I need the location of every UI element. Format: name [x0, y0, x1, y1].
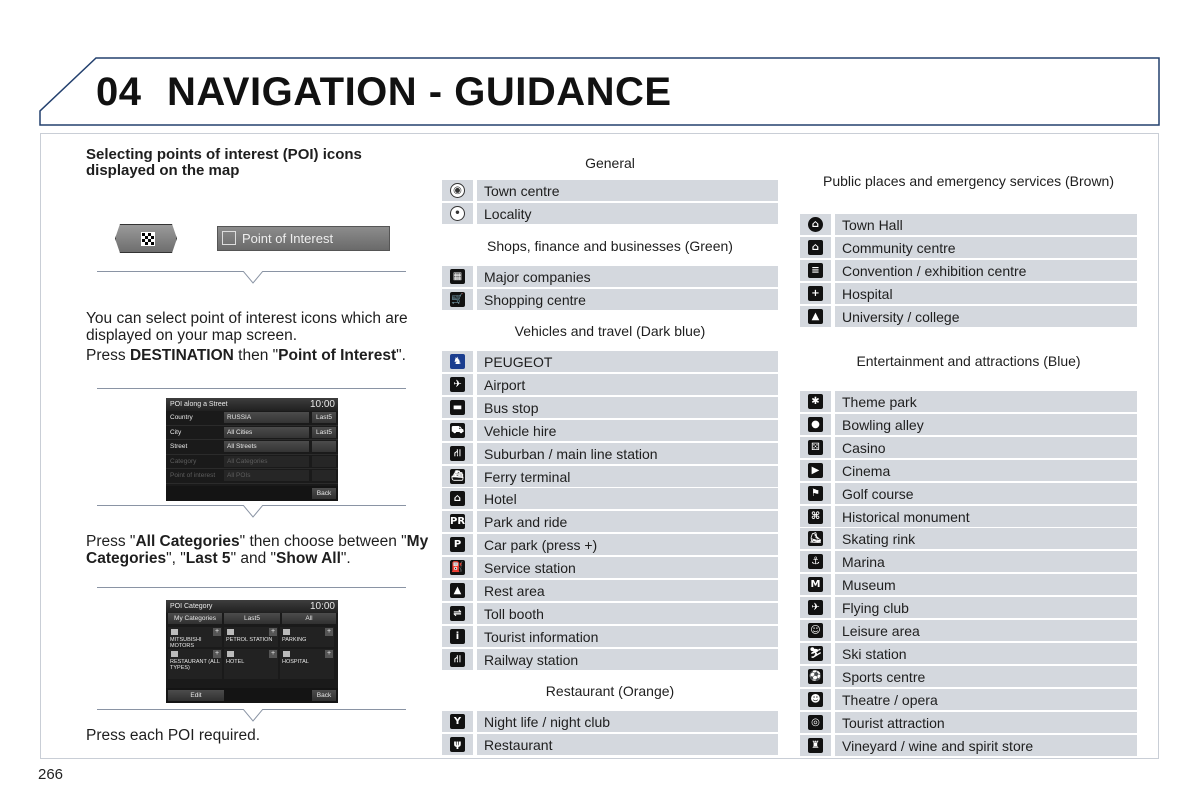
- poi-icon-cell: [442, 397, 473, 418]
- category-caption: Public places and emergency services (Brown): [822, 173, 1114, 189]
- poi-label: Leisure area: [835, 620, 1137, 641]
- vehicle-hire-icon: ⛟: [451, 424, 464, 436]
- poi-icon-cell: [442, 351, 473, 372]
- categories-paragraph: Press "All Categories" then choose between "My Categories", "Last 5" and "Show All".: [86, 533, 429, 567]
- casino-icon: ⚄: [808, 440, 823, 455]
- poi-label: Historical monument: [835, 506, 1137, 527]
- poi-icon-cell: [800, 506, 831, 527]
- poi-icon-cell: [442, 580, 473, 601]
- poi-along-street-screen: POI along a Street 10:00 Country RUSSIA Last5 City All Cities Last5 Street All Streets Category All Categories Point of interest All POIs Back: [166, 398, 338, 501]
- poi-label: Bowling alley: [835, 414, 1137, 435]
- poi-icon-cell: [800, 283, 831, 304]
- category-caption: Entertainment and attractions (Blue): [856, 353, 1081, 369]
- divider: [97, 388, 406, 389]
- poi-label: PEUGEOT: [477, 351, 778, 372]
- poi-label: Bus stop: [477, 397, 778, 418]
- checkered-flag-icon: [141, 232, 155, 246]
- railway-station-icon: ⛙: [450, 652, 465, 667]
- poi-icon-cell: [442, 180, 473, 201]
- divider: [97, 587, 406, 588]
- intro-paragraph: You can select point of interest icons which are displayed on your map screen.: [86, 310, 408, 344]
- poi-icon-cell: [442, 649, 473, 670]
- poi-label: Shopping centre: [477, 289, 778, 310]
- poi-label: Tourist information: [477, 626, 778, 647]
- poi-label: Cinema: [835, 460, 1137, 481]
- poi-label: Town centre: [477, 180, 778, 201]
- poi-label: Community centre: [835, 237, 1137, 258]
- skating-rink-icon: ⛸: [809, 533, 822, 545]
- poi-icon-cell: [442, 603, 473, 624]
- poi-icon-cell: [442, 374, 473, 395]
- vineyard-icon: ♜: [808, 738, 823, 753]
- poi-bar-label: Point of Interest: [242, 231, 334, 246]
- poi-icon-cell: [800, 574, 831, 595]
- poi-label: Flying club: [835, 597, 1137, 618]
- poi-icon-cell: [800, 391, 831, 412]
- ski-station-icon: ⛷: [809, 647, 822, 659]
- rest-area-icon: ▲: [450, 583, 465, 598]
- poi-icon-cell: [442, 626, 473, 647]
- poi-icon-cell: [442, 203, 473, 224]
- poi-label: Marina: [835, 551, 1137, 572]
- down-arrow-icon: [243, 505, 263, 518]
- bus-stop-icon: ▬: [450, 400, 465, 415]
- toll-booth-icon: ⇌: [450, 606, 465, 621]
- category-caption: Shops, finance and businesses (Green): [487, 238, 733, 254]
- poi-icon-cell: [442, 557, 473, 578]
- poi-label: Theme park: [835, 391, 1137, 412]
- chapter-title: NAVIGATION - GUIDANCE: [167, 70, 672, 114]
- poi-label: Night life / night club: [477, 711, 778, 732]
- final-paragraph: Press each POI required.: [86, 727, 261, 744]
- poi-icon-cell: [800, 237, 831, 258]
- leisure-area-icon: ☺: [808, 623, 823, 638]
- poi-icon-cell: [800, 437, 831, 458]
- poi-label: Locality: [477, 203, 778, 224]
- poi-label: Major companies: [477, 266, 778, 287]
- poi-label: Rest area: [477, 580, 778, 601]
- poi-icon-cell: [442, 289, 473, 310]
- shopping-centre-icon: 🛒: [451, 293, 464, 305]
- tourist-attraction-icon: ◎: [808, 715, 823, 730]
- poi-label: Skating rink: [835, 528, 1137, 549]
- poi-label: Casino: [835, 437, 1137, 458]
- poi-icon-cell: [800, 735, 831, 756]
- poi-icon-cell: [800, 306, 831, 327]
- restaurant-icon: ψ: [450, 737, 465, 752]
- poi-label: Restaurant: [477, 734, 778, 755]
- poi-label: Service station: [477, 557, 778, 578]
- poi-icon-cell: [800, 414, 831, 435]
- page-number: 266: [38, 766, 64, 783]
- poi-label: University / college: [835, 306, 1137, 327]
- airport-icon: ✈: [450, 377, 465, 392]
- poi-icon-cell: [442, 420, 473, 441]
- poi-icon-cell: [800, 551, 831, 572]
- poi-icon-cell: [442, 443, 473, 464]
- hotel-icon: ⌂: [450, 491, 465, 506]
- night-club-icon: Y: [450, 714, 465, 729]
- poi-icon-cell: [800, 260, 831, 281]
- section-title: Selecting points of interest (POI) icons displayed on the map: [86, 146, 362, 179]
- tourist-information-icon: i: [450, 629, 465, 644]
- down-arrow-icon: [243, 709, 263, 722]
- theatre-opera-icon: ☻: [808, 692, 823, 707]
- point-of-interest-bar: [217, 226, 390, 251]
- destination-paragraph: Press DESTINATION then "Point of Interest".: [86, 347, 406, 364]
- locality-icon: •: [450, 206, 465, 221]
- poi-label: Park and ride: [477, 511, 778, 532]
- poi-icon-cell: [442, 466, 473, 487]
- poi-icon-cell: [800, 528, 831, 549]
- hospital-icon: +: [808, 286, 823, 301]
- poi-icon-cell: [800, 214, 831, 235]
- flying-club-icon: ✈: [808, 600, 823, 615]
- major-companies-icon: ▦: [450, 269, 465, 284]
- poi-label: Car park (press +): [477, 534, 778, 555]
- convention-centre-icon: ≡: [808, 263, 823, 278]
- chapter-number: 04: [96, 70, 142, 114]
- poi-label: Railway station: [477, 649, 778, 670]
- suburban-station-icon: ⛙: [450, 446, 465, 461]
- poi-label: Vehicle hire: [477, 420, 778, 441]
- golf-course-icon: ⚑: [808, 486, 823, 501]
- historical-monument-icon: ⌘: [808, 509, 823, 524]
- poi-label: Town Hall: [835, 214, 1137, 235]
- theme-park-icon: ✱: [808, 394, 823, 409]
- poi-category-screen: POI Category 10:00 My Categories Last5 All + MITSUBISHI MOTORS + PETROL STATION + PARKING + RESTAURANT (ALL TYPES) + HOTEL + HOSPITAL Edit Back: [166, 600, 338, 703]
- poi-icon-cell: [442, 511, 473, 532]
- sports-centre-icon: ⚽: [809, 670, 822, 682]
- poi-label: Tourist attraction: [835, 712, 1137, 733]
- poi-label: Ski station: [835, 643, 1137, 664]
- poi-label: Airport: [477, 374, 778, 395]
- poi-label: Hotel: [477, 488, 778, 509]
- poi-icon-cell: [442, 266, 473, 287]
- poi-label: Vineyard / wine and spirit store: [835, 735, 1137, 756]
- cinema-icon: ▶: [808, 463, 823, 478]
- poi-icon-cell: [800, 712, 831, 733]
- poi-label: Suburban / main line station: [477, 443, 778, 464]
- poi-icon-cell: [442, 534, 473, 555]
- marina-icon: ⚓: [808, 554, 823, 569]
- poi-label: Ferry terminal: [477, 466, 778, 487]
- category-caption: Restaurant (Orange): [545, 683, 675, 699]
- service-station-icon: ⛽: [451, 562, 464, 574]
- category-caption: General: [585, 155, 635, 171]
- category-caption: Vehicles and travel (Dark blue): [514, 323, 706, 339]
- poi-label: Museum: [835, 574, 1137, 595]
- poi-label: Theatre / opera: [835, 689, 1137, 710]
- community-centre-icon: ⌂: [808, 240, 823, 255]
- poi-label: Convention / exhibition centre: [835, 260, 1137, 281]
- poi-icon-cell: [800, 643, 831, 664]
- town-centre-icon: ◉: [450, 183, 465, 198]
- poi-icon-cell: [800, 483, 831, 504]
- park-and-ride-icon: PR: [450, 516, 466, 528]
- poi-icon-cell: [800, 689, 831, 710]
- university-icon: ▲: [808, 309, 823, 324]
- poi-icon-cell: [800, 666, 831, 687]
- museum-icon: M: [808, 577, 823, 592]
- poi-icon-cell: [442, 734, 473, 755]
- bowling-alley-icon: ●: [808, 417, 823, 432]
- poi-label: Hospital: [835, 283, 1137, 304]
- poi-label: Sports centre: [835, 666, 1137, 687]
- poi-icon-cell: [442, 488, 473, 509]
- poi-icon-cell: [800, 620, 831, 641]
- poi-map-button: [115, 224, 177, 253]
- poi-icon-cell: [442, 711, 473, 732]
- poi-icon-cell: [800, 597, 831, 618]
- car-park-icon: P: [450, 537, 465, 552]
- poi-grid-icon: [222, 231, 236, 245]
- poi-label: Golf course: [835, 483, 1137, 504]
- peugeot-icon: ♞: [450, 354, 465, 369]
- ferry-terminal-icon: ⛴: [451, 470, 464, 482]
- poi-label: Toll booth: [477, 603, 778, 624]
- down-arrow-icon: [243, 271, 263, 284]
- poi-icon-cell: [800, 460, 831, 481]
- town-hall-icon: ⌂: [808, 217, 823, 232]
